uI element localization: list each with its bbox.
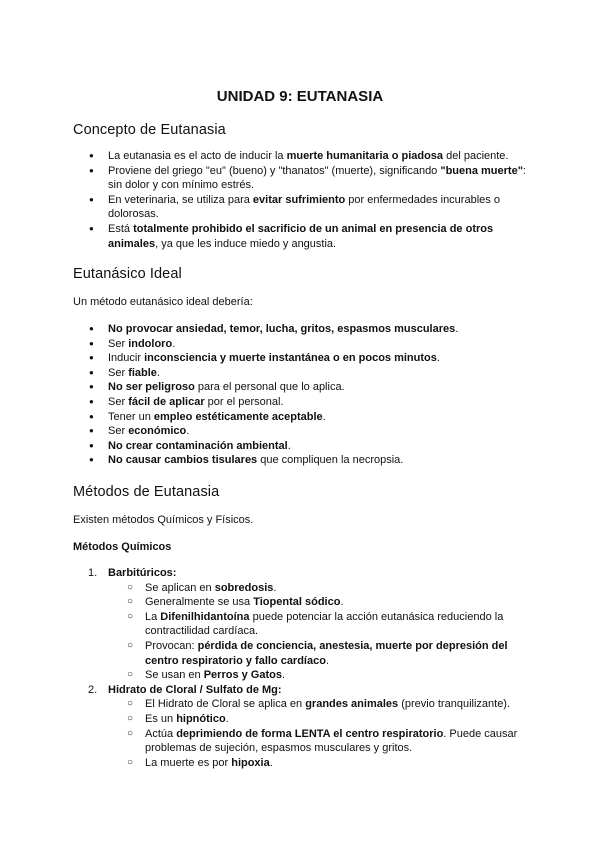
ideal-intro: Un método eutanásico ideal debería: [73, 296, 253, 308]
section-heading-ideal: Eutanásico Ideal [73, 266, 182, 282]
list-item [108, 439, 528, 454]
list-item [108, 193, 528, 222]
bold-text: No provocar ansiedad, temor, lucha, gritos, espasmos musculares [108, 323, 456, 335]
item-text: No crear contaminación ambiental. [108, 439, 291, 452]
item-text: La muerte es por hipoxia. [145, 756, 273, 769]
item-text: En veterinaria, se utiliza para evitar sufrimiento por enfermedades incurables o dolorosas. [108, 193, 500, 221]
list-item [108, 395, 528, 410]
sub-list [108, 697, 528, 770]
bold-text: grandes animales [305, 698, 399, 711]
group-title: Hidrato de Cloral / Sulfato de Mg: [108, 683, 282, 696]
item-text: La eutanasia es el acto de inducir la muerte humanitaria o piadosa del paciente. [108, 150, 509, 162]
numbered-item [88, 683, 528, 771]
sub-list-item [145, 668, 528, 683]
page-title: UNIDAD 9: EUTANASIA [216, 88, 384, 105]
bold-text: inconsciencia y muerte instantánea o en pocos minutos [144, 352, 437, 365]
list-item [108, 222, 528, 251]
item-text: La Difenilhidantoína puede potenciar la acción eutanásica reduciendo la contractilidad cardíaca. [145, 610, 504, 638]
item-text: Se usan en Perros y Gatos. [145, 669, 286, 682]
list-item [108, 424, 528, 439]
concepto-list [108, 149, 528, 251]
bold-text: sobredosis [214, 581, 274, 594]
item-text: Provocan: pérdida de conciencia, anestesia, muerte por depresión del centro respiratorio y fallo cardíaco. [145, 639, 508, 667]
sub-list-item [145, 727, 528, 756]
list-item [108, 164, 528, 193]
bold-text: evitar sufrimiento [252, 193, 346, 206]
item-text: No ser peligroso para el personal que lo aplica. [108, 381, 345, 394]
bold-text: Difenilhidantoína [160, 610, 250, 623]
subheading-quimicos: Métodos Químicos [73, 541, 172, 553]
item-text: Ser fácil de aplicar por el personal. [108, 395, 284, 408]
bold-text: hipnótico [176, 712, 226, 725]
bold-text: "buena muerte" [440, 164, 523, 177]
bold-text: fácil de aplicar [128, 395, 205, 408]
item-text: No provocar ansiedad, temor, lucha, gritos, espasmos musculares. [108, 323, 459, 335]
list-item [108, 410, 528, 425]
item-text: Proviene del griego "eu" (bueno) y "thanatos" (muerte), significando "buena muerte": sin dolor y con mínimo estrés. [108, 164, 526, 192]
sub-list-item [145, 697, 528, 712]
bold-text: totalmente prohibido el sacrificio de un animal en presencia de otros animales [108, 222, 494, 250]
list-item [108, 366, 528, 381]
sub-list-item [145, 712, 528, 727]
item-text: Se aplican en sobredosis. [145, 581, 277, 594]
sub-list-item [145, 581, 528, 596]
item-text: Actúa deprimiendo de forma LENTA el centro respiratorio. Puede causar problemas de sujeción, espasmos musculares y gritos. [145, 727, 518, 755]
list-item [108, 322, 528, 337]
bold-text: hipoxia [231, 756, 270, 769]
item-number: 2. [88, 683, 98, 696]
bold-text: deprimiendo de forma LENTA el centro respiratorio [176, 727, 444, 740]
bold-text: empleo estéticamente aceptable [153, 410, 323, 423]
bold-text: Tiopental sódico [253, 596, 341, 609]
sub-list-item [145, 595, 528, 610]
bold-text: No crear contaminación ambiental [108, 439, 288, 452]
ideal-list [108, 322, 528, 468]
item-text: Ser económico. [108, 425, 190, 438]
list-item [108, 149, 528, 164]
list-item [108, 351, 528, 366]
bold-text: indoloro [128, 337, 173, 350]
item-number: 1. [88, 567, 98, 579]
item-text: Ser indoloro. [108, 337, 176, 350]
sub-list-item [145, 610, 528, 639]
item-text: Está totalmente prohibido el sacrificio de un animal en presencia de otros animales, ya que les induce miedo y angustia. [108, 222, 494, 250]
list-item [108, 453, 528, 468]
bold-text: fiable [128, 366, 157, 379]
sub-list [108, 581, 528, 683]
sub-list-item [145, 639, 528, 668]
list-item [108, 380, 528, 395]
section-heading-metodos: Métodos de Eutanasia [73, 484, 220, 500]
item-text: El Hidrato de Cloral se aplica en grandes animales (previo tranquilizante). [145, 698, 511, 711]
item-text: Generalmente se usa Tiopental sódico. [145, 596, 344, 609]
list-item [108, 337, 528, 352]
bold-text: pérdida de conciencia, anestesia, muerte por depresión del centro respiratorio y fallo cardíaco [145, 639, 508, 667]
bold-text: No ser peligroso [108, 381, 195, 394]
bold-text: No causar cambios tisulares [108, 454, 258, 467]
group-title: Barbitúricos: [108, 567, 177, 579]
item-text: Tener un empleo estéticamente aceptable. [108, 410, 326, 423]
item-text: No causar cambios tisulares que compliquen la necropsia. [108, 454, 404, 467]
item-text: Inducir inconsciencia y muerte instantánea o en pocos minutos. [108, 352, 440, 365]
metodos-quimicos-list [88, 566, 528, 770]
sub-list-item [145, 756, 528, 771]
item-text: Ser fiable. [108, 366, 160, 379]
item-text: Es un hipnótico. [145, 712, 229, 725]
bold-text: muerte humanitaria o piadosa [286, 150, 444, 162]
numbered-item [88, 566, 528, 683]
bold-text: Perros y Gatos [203, 669, 282, 682]
section-heading-concepto: Concepto de Eutanasia [73, 122, 226, 138]
bold-text: económico [128, 425, 187, 438]
metodos-intro: Existen métodos Químicos y Físicos. [73, 514, 254, 526]
